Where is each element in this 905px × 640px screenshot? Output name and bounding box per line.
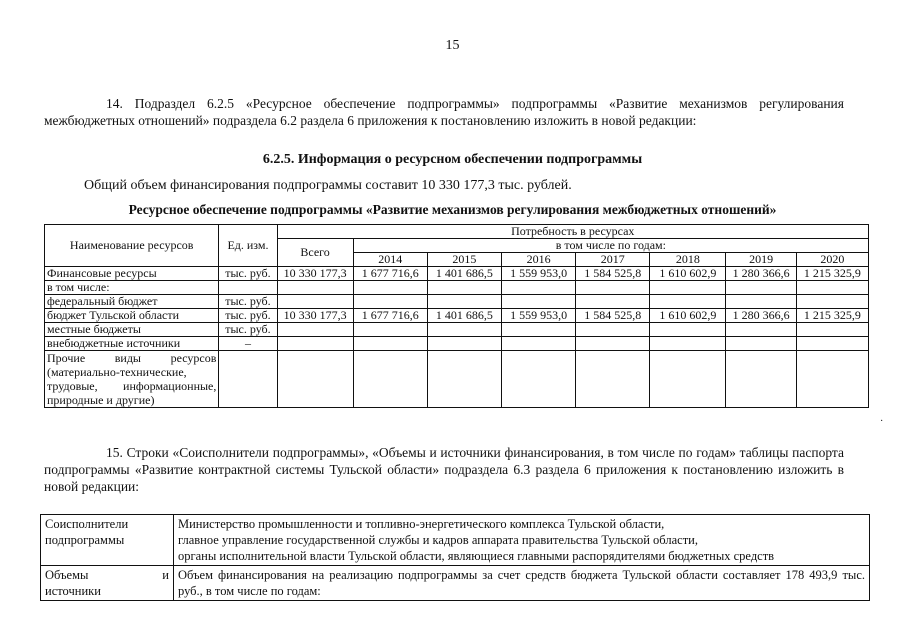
item-14-paragraph — [44, 95, 844, 129]
table-title: Ресурсное обеспечение подпрограммы «Развитие механизмов регулирования межбюджетных отношений» — [128, 202, 777, 217]
year-value-cell — [502, 323, 576, 337]
year-value-cell: 1 677 716,6 — [353, 267, 427, 281]
coexecutors-label: Соисполнители подпрограммы — [41, 515, 174, 566]
resource-name-cell: федеральный бюджет — [45, 295, 219, 309]
year-value-cell — [502, 295, 576, 309]
resource-table — [44, 224, 869, 408]
coexecutor-line: органы исполнительной власти Тульской области, являющиеся главными распорядителями бюджетных средств — [178, 549, 775, 563]
col-unit-header: Ед. изм. — [219, 225, 277, 267]
year-value-cell: 1 401 686,5 — [427, 267, 501, 281]
financing-label — [41, 566, 174, 601]
table-row — [45, 281, 869, 295]
year-value-cell — [353, 323, 427, 337]
resource-name-cell: Финансовые ресурсы — [45, 267, 219, 281]
year-value-cell — [796, 323, 868, 337]
year-value-cell — [726, 323, 796, 337]
unit-cell: тыс. руб. — [219, 267, 277, 281]
table-row — [45, 309, 869, 323]
year-header: 2019 — [726, 253, 796, 267]
year-value-cell — [502, 281, 576, 295]
unit-cell — [219, 281, 277, 295]
year-header: 2017 — [576, 253, 650, 267]
total-cell — [277, 295, 353, 309]
year-value-cell — [726, 351, 796, 408]
unit-cell: – — [219, 337, 277, 351]
year-value-cell — [502, 351, 576, 408]
year-value-cell — [796, 295, 868, 309]
year-value-cell: 1 215 325,9 — [796, 309, 868, 323]
year-value-cell — [650, 323, 726, 337]
year-value-cell: 1 610 602,9 — [650, 309, 726, 323]
coexecutors-value — [174, 515, 870, 566]
table-row — [45, 295, 869, 309]
year-value-cell — [796, 351, 868, 408]
year-header: 2016 — [502, 253, 576, 267]
item-15-text: 15. Строки «Соисполнители подпрограммы», «Объемы и источники финансирования, в том числе по годам» таблицы паспорта подпрограммы «Развитие контрактной системы Тульской области» подраздела 6.3 раздела 6 приложения к постановлению изложить в новой редакции: — [44, 445, 844, 494]
year-value-cell: 1 559 953,0 — [502, 309, 576, 323]
year-value-cell — [427, 281, 501, 295]
passport-row-financing — [41, 566, 870, 601]
unit-cell — [219, 351, 277, 408]
year-value-cell: 1 559 953,0 — [502, 267, 576, 281]
year-value-cell — [353, 295, 427, 309]
total-cell: 10 330 177,3 — [277, 309, 353, 323]
section-heading: 6.2.5. Информация о ресурсном обеспечении подпрограммы — [262, 152, 643, 167]
margin-mark: · — [880, 416, 884, 427]
year-value-cell — [353, 351, 427, 408]
unit-cell: тыс. руб. — [219, 323, 277, 337]
total-cell — [277, 323, 353, 337]
year-value-cell: 1 677 716,6 — [353, 309, 427, 323]
coexecutor-line: Министерство промышленности и топливно-энергетического комплекса Тульской области, — [178, 517, 665, 531]
year-value-cell — [650, 351, 726, 408]
unit-cell: тыс. руб. — [219, 295, 277, 309]
year-value-cell — [650, 295, 726, 309]
financing-value: Объем финансирования на реализацию подпрограммы за счет средств бюджета Тульской области составляет 178 493,9 тыс. руб., в том числе по годам: — [174, 566, 870, 601]
total-cell — [277, 281, 353, 295]
financing-label-part: источники — [45, 584, 101, 598]
year-value-cell: 1 280 366,6 — [726, 309, 796, 323]
year-value-cell: 1 280 366,6 — [726, 267, 796, 281]
year-value-cell — [576, 281, 650, 295]
col-need-header: Потребность в ресурсах — [277, 225, 868, 239]
passport-row-coexecutors — [41, 515, 870, 566]
financing-label-part: и — [162, 568, 169, 582]
col-name-header: Наименование ресурсов — [45, 225, 219, 267]
table-row — [45, 267, 869, 281]
unit-cell: тыс. руб. — [219, 309, 277, 323]
year-value-cell — [650, 337, 726, 351]
total-cell: 10 330 177,3 — [277, 267, 353, 281]
table-row — [45, 337, 869, 351]
col-by-years-header: в том числе по годам: — [353, 239, 868, 253]
year-value-cell — [427, 323, 501, 337]
total-cell — [277, 337, 353, 351]
year-value-cell — [576, 351, 650, 408]
year-value-cell: 1 610 602,9 — [650, 267, 726, 281]
year-value-cell — [726, 295, 796, 309]
coexecutor-line: главное управление государственной службы и кадров аппарата правительства Тульской области, — [178, 533, 698, 547]
year-value-cell: 1 401 686,5 — [427, 309, 501, 323]
year-value-cell — [427, 337, 501, 351]
year-value-cell — [650, 281, 726, 295]
item-14-text: 14. Подраздел 6.2.5 «Ресурсное обеспечение подпрограммы» подпрограммы «Развитие механизмов регулирования межбюджетных отношений» подраздела 6.2 раздела 6 приложения к постановлению изложить в новой редакции: — [44, 96, 844, 128]
year-value-cell — [726, 281, 796, 295]
year-header: 2020 — [796, 253, 868, 267]
year-value-cell — [353, 281, 427, 295]
year-value-cell — [502, 337, 576, 351]
year-header: 2014 — [353, 253, 427, 267]
year-value-cell — [796, 281, 868, 295]
resource-name-cell: внебюджетные источники — [45, 337, 219, 351]
header-row-1 — [45, 225, 869, 239]
col-total-header: Всего — [277, 239, 353, 267]
resource-name-cell: Прочие виды ресурсов (материально-технические, трудовые, информационные, природные и другие) — [45, 351, 219, 408]
resource-name-cell: в том числе: — [45, 281, 219, 295]
year-value-cell — [576, 337, 650, 351]
year-value-cell — [576, 323, 650, 337]
year-value-cell — [427, 295, 501, 309]
year-value-cell — [726, 337, 796, 351]
year-value-cell: 1 215 325,9 — [796, 267, 868, 281]
page-number: 15 — [445, 38, 460, 53]
year-value-cell — [427, 351, 501, 408]
resource-name-cell: местные бюджеты — [45, 323, 219, 337]
financing-label-part: Объемы — [45, 568, 89, 582]
table-row — [45, 323, 869, 337]
resource-name-cell: бюджет Тульской области — [45, 309, 219, 323]
year-header: 2015 — [427, 253, 501, 267]
year-header: 2018 — [650, 253, 726, 267]
year-value-cell — [353, 337, 427, 351]
year-value-cell — [796, 337, 868, 351]
year-value-cell — [576, 295, 650, 309]
financing-summary: Общий объем финансирования подпрограммы составит 10 330 177,3 тыс. рублей. — [84, 178, 572, 193]
year-value-cell: 1 584 525,8 — [576, 309, 650, 323]
table-row — [45, 351, 869, 408]
item-15-paragraph — [44, 444, 844, 495]
total-cell — [277, 351, 353, 408]
passport-table — [40, 514, 870, 601]
year-value-cell: 1 584 525,8 — [576, 267, 650, 281]
